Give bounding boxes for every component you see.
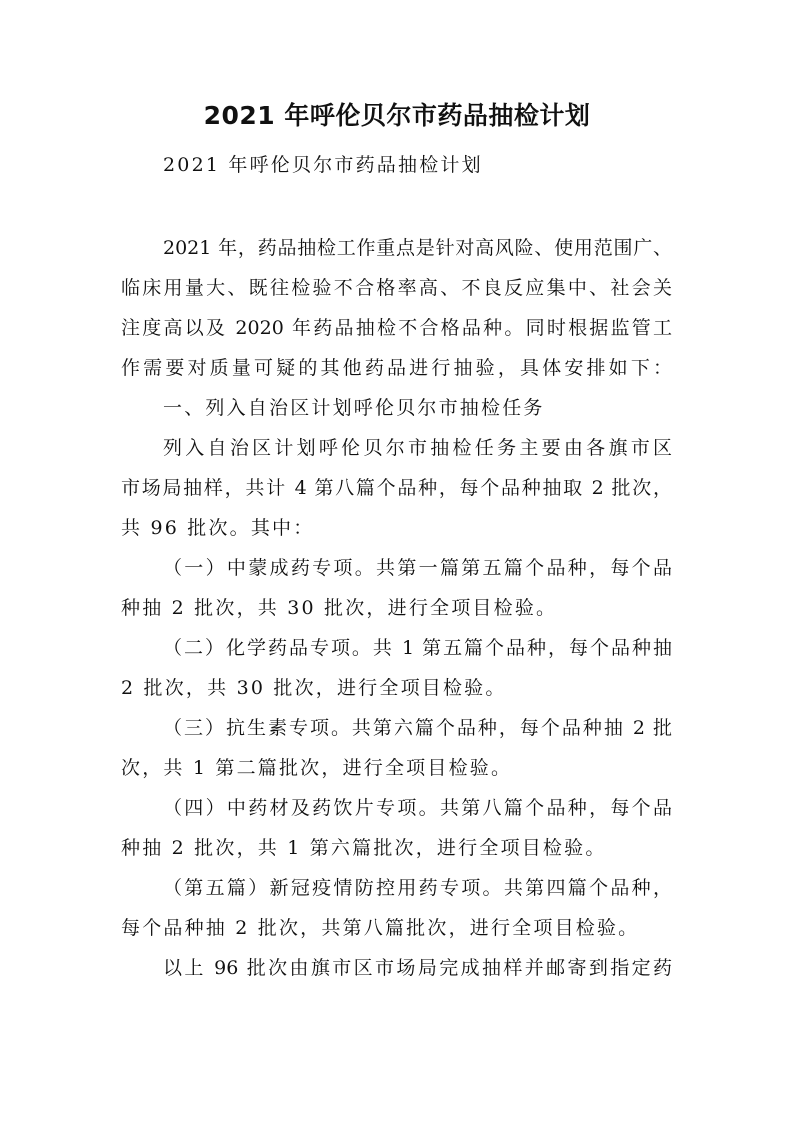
document-body	[121, 228, 672, 988]
paragraph	[121, 788, 672, 868]
section-heading	[121, 388, 672, 428]
text-line: （三）抗生素专项。共第六篇个品种，每个品种抽 2 批	[163, 717, 672, 739]
paragraph	[121, 948, 672, 988]
text-line: 一、列入自治区计划呼伦贝尔市抽检任务	[163, 397, 545, 419]
text-line: 以上 96 批次由旗市区市场局完成抽样并邮寄到指定药	[163, 957, 672, 979]
document-subtitle: 2021 年呼伦贝尔市药品抽检计划	[163, 154, 483, 176]
text-line: 共 96 批次。其中：	[121, 517, 315, 539]
document-title: 2021 年呼伦贝尔市药品抽检计划	[203, 101, 591, 130]
paragraph	[121, 228, 672, 388]
paragraph	[121, 868, 672, 948]
text-line: 临床用量大、既往检验不合格率高、不良反应集中、社会关	[121, 277, 672, 299]
text-line: （一）中蒙成药专项。共第一篇第五篇个品种，每个品	[163, 557, 672, 579]
text-line: 次，共 1 第二篇批次，进行全项目检验。	[121, 757, 513, 779]
text-line: 市场局抽样，共计 4 第八篇个品种，每个品种抽取 2 批次，	[121, 477, 672, 499]
text-line: 作需要对质量可疑的其他药品进行抽验，具体安排如下：	[121, 357, 672, 379]
text-line: 列入自治区计划呼伦贝尔市抽检任务主要由各旗市区	[163, 437, 672, 459]
text-line: 种抽 2 批次，共 1 第六篇批次，进行全项目检验。	[121, 837, 607, 859]
text-line: 2021 年，药品抽检工作重点是针对高风险、使用范围广、	[163, 237, 672, 259]
text-line: 种抽 2 批次，共 30 批次，进行全项目检验。	[121, 597, 558, 619]
text-line: 注度高以及 2020 年药品抽检不合格品种。同时根据监管工	[121, 317, 672, 339]
paragraph	[121, 708, 672, 788]
paragraph	[121, 428, 672, 548]
text-line: 每个品种抽 2 批次，共第八篇批次，进行全项目检验。	[121, 917, 640, 939]
paragraph	[121, 548, 672, 628]
text-line: （四）中药材及药饮片专项。共第八篇个品种，每个品	[163, 797, 672, 819]
paragraph	[121, 628, 672, 708]
text-line: 2 批次，共 30 批次，进行全项目检验。	[121, 677, 507, 699]
text-line: （第五篇）新冠疫情防控用药专项。共第四篇个品种，	[163, 877, 672, 899]
text-line: （二）化学药品专项。共 1 第五篇个品种，每个品种抽	[163, 637, 672, 659]
